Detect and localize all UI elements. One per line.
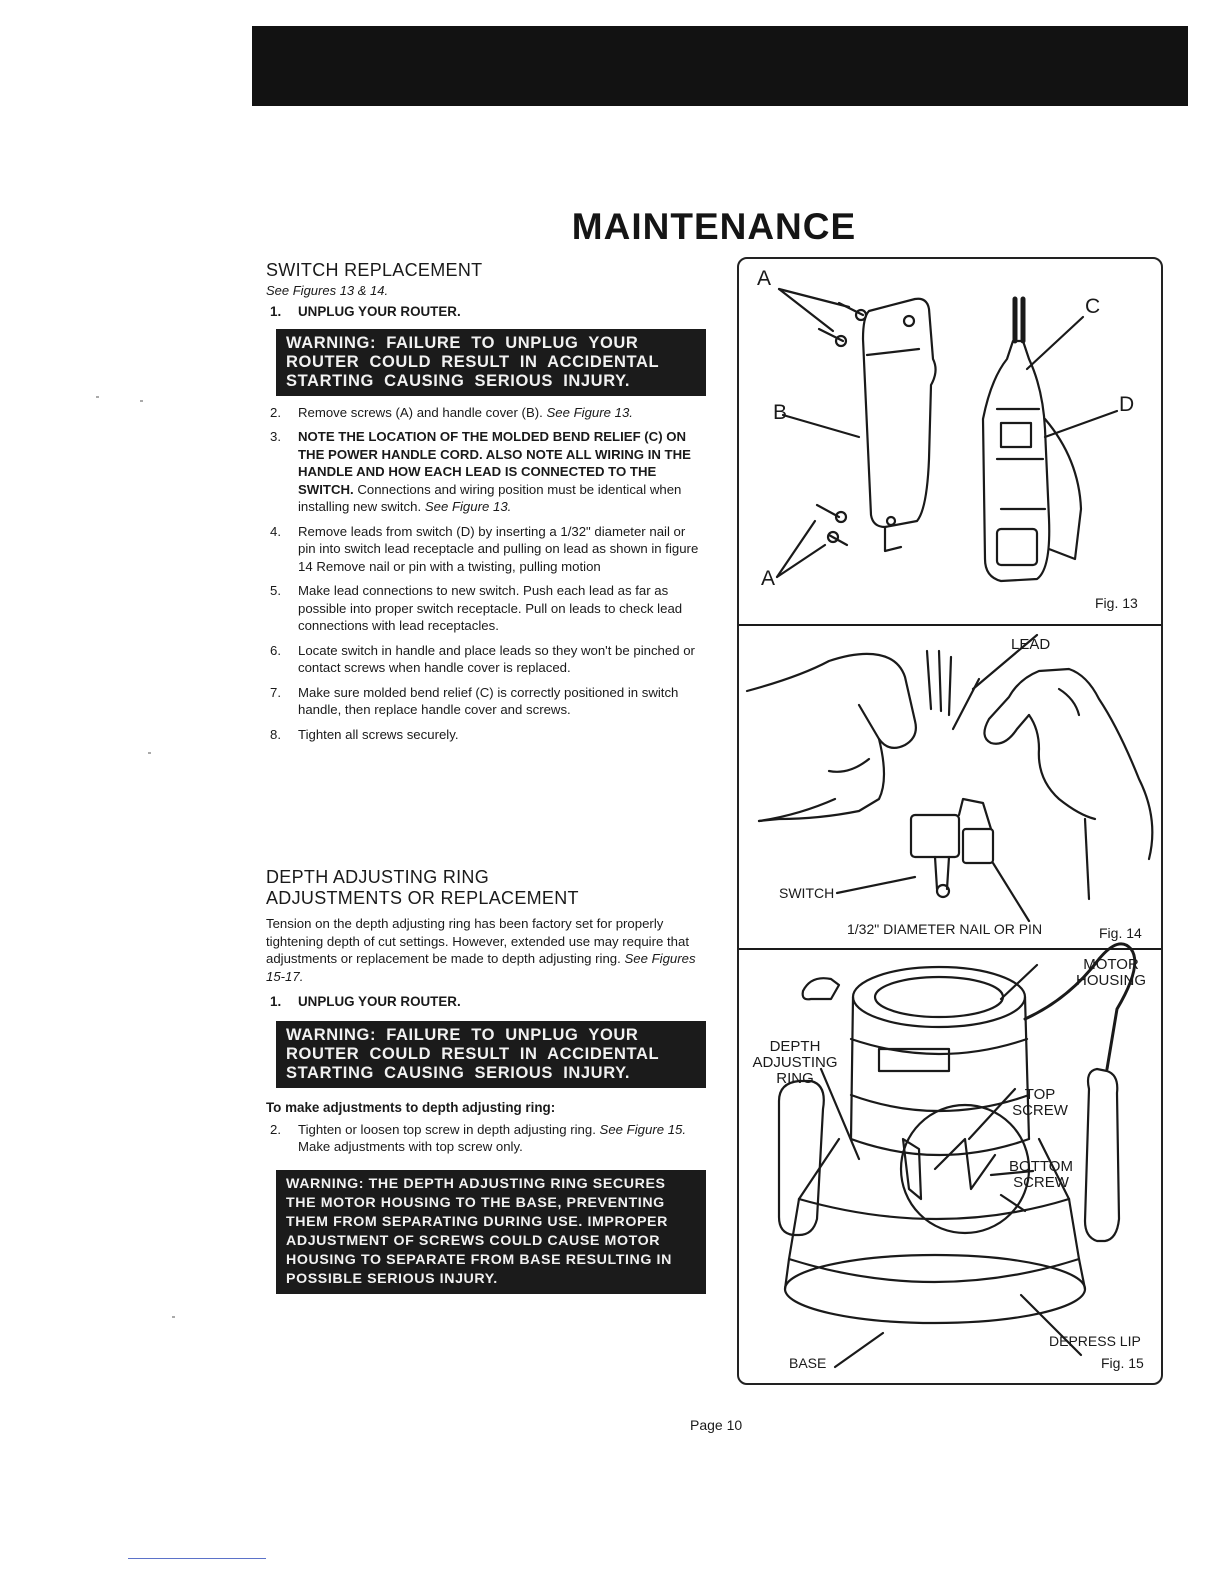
label-lead: LEAD (1011, 636, 1051, 653)
section-heading: DEPTH ADJUSTING RING (266, 867, 490, 887)
figure-panel (737, 257, 1163, 1385)
switch-handle-drawing (983, 299, 1081, 581)
step-8: 8 . Tighten all screws securely. (266, 726, 706, 744)
fig13-caption: Fig. 13 (1095, 595, 1138, 611)
label-switch: SWITCH (779, 885, 835, 901)
step-7: 7 . Make sure molded bend relief (C) is correctly positioned in switch handle, then replace handle cover and screws. (266, 684, 706, 719)
switch-replacement-section (266, 260, 706, 750)
step-1: 1 . UNPLUG YOUR ROUTER. (266, 303, 706, 321)
label-nail: 1/32" DIAMETER NAIL OR PIN (847, 921, 1043, 937)
step-2: 2 . Tighten or loosen top screw in depth adjusting ring. See Figure 15. Make adjustments with top screw only. (266, 1121, 706, 1156)
section-heading: SWITCH REPLACEMENT (266, 260, 483, 280)
fig15-caption: Fig. 15 (1101, 1355, 1144, 1371)
step-1: 1 . UNPLUG YOUR ROUTER. (266, 993, 706, 1011)
label-depress-lip: DEPRESS LIP (1049, 1333, 1141, 1349)
scan-speck (96, 396, 99, 398)
step-3: 3 . NOTE THE LOCATION OF THE MOLDED BEND RELIEF (C) ON THE POWER HANDLE CORD. ALSO NOTE ALL WIRING IN THE HANDLE AND HOW EACH LEAD IS CONNECTED TO THE SWITCH. Connections and wiring position must be identical when installing new switch. See Figure 13. (266, 428, 706, 516)
section-heading-line2: ADJUSTMENTS OR REPLACEMENT (266, 888, 579, 908)
warning-box: WARNING: FAILURE TO UNPLUG YOUR ROUTER COULD RESULT IN ACCIDENTAL STARTING CAUSING SERIOUS INJURY. (276, 1021, 706, 1088)
screw-drawings (817, 303, 866, 545)
figure-illustrations (739, 259, 1161, 1383)
label-motor-housing: MOTOR HOUSING (1075, 956, 1146, 989)
footer-link-underline (128, 1558, 266, 1559)
header-bar (252, 26, 1188, 106)
label-base: BASE (789, 1355, 827, 1371)
step-2: 2 . Remove screws (A) and handle cover (B). See Figure 13. (266, 404, 706, 422)
label-depth-ring: DEPTH ADJUSTING RING (752, 1038, 838, 1087)
fig14-caption: Fig. 14 (1099, 925, 1142, 941)
figure-reference: See Figures 13 & 14. (266, 283, 389, 298)
page-number: Page 10 (690, 1417, 743, 1433)
intro-paragraph: Tension on the depth adjusting ring has been factory set for properly tightening depth of cut settings. However, extended use may require that adjustments or replacement be made to depth adjusting ring. See Figures 15-17. (266, 916, 696, 984)
scan-speck (148, 752, 151, 754)
step-6: 6 . Locate switch in handle and place leads so they won't be pinched or contact screws when handle cover is replaced. (266, 642, 706, 677)
depth-ring-section (266, 867, 706, 1302)
label-top-screw: TOP SCREW (1012, 1086, 1068, 1119)
step-4: 4 . Remove leads from switch (D) by inserting a 1/32" diameter nail or pin into switch lead receptacle and pulling on lead as shown in figure 14 Remove nail or pin with a twisting, pulling motion (266, 523, 706, 576)
warning-box-large: WARNING: THE DEPTH ADJUSTING RING SECURES THE MOTOR HOUSING TO THE BASE, PREVENTING THEM FROM SEPARATING DURING USE. IMPROPER ADJUSTMENT OF SCREWS COULD CAUSE MOTOR HOUSING TO SEPARATE FROM BASE RESULTING IN POSSIBLE SERIOUS INJURY. (276, 1170, 706, 1294)
warning-box: WARNING: FAILURE TO UNPLUG YOUR ROUTER COULD RESULT IN ACCIDENTAL STARTING CAUSING SERIOUS INJURY. (276, 329, 706, 396)
lead-in: To make adjustments to depth adjusting ring: (266, 1099, 556, 1115)
switch-drawing (911, 799, 993, 897)
scan-speck (140, 400, 143, 402)
handle-cover-drawing (863, 299, 936, 551)
label-a-top: A (757, 267, 772, 290)
label-c: C (1085, 295, 1101, 318)
label-a-bottom: A (761, 567, 776, 590)
step-5: 5 . Make lead connections to new switch. Push each lead as far as possible into proper switch receptacle. Pull on leads to check lead connections with lead receptacles. (266, 582, 706, 635)
page-title: MAINTENANCE (571, 206, 857, 247)
label-d: D (1119, 393, 1135, 416)
label-bottom-screw: BOTTOM SCREW (1009, 1158, 1073, 1191)
label-b: B (773, 401, 788, 424)
router-drawing (779, 944, 1135, 1323)
scan-speck (172, 1316, 175, 1318)
